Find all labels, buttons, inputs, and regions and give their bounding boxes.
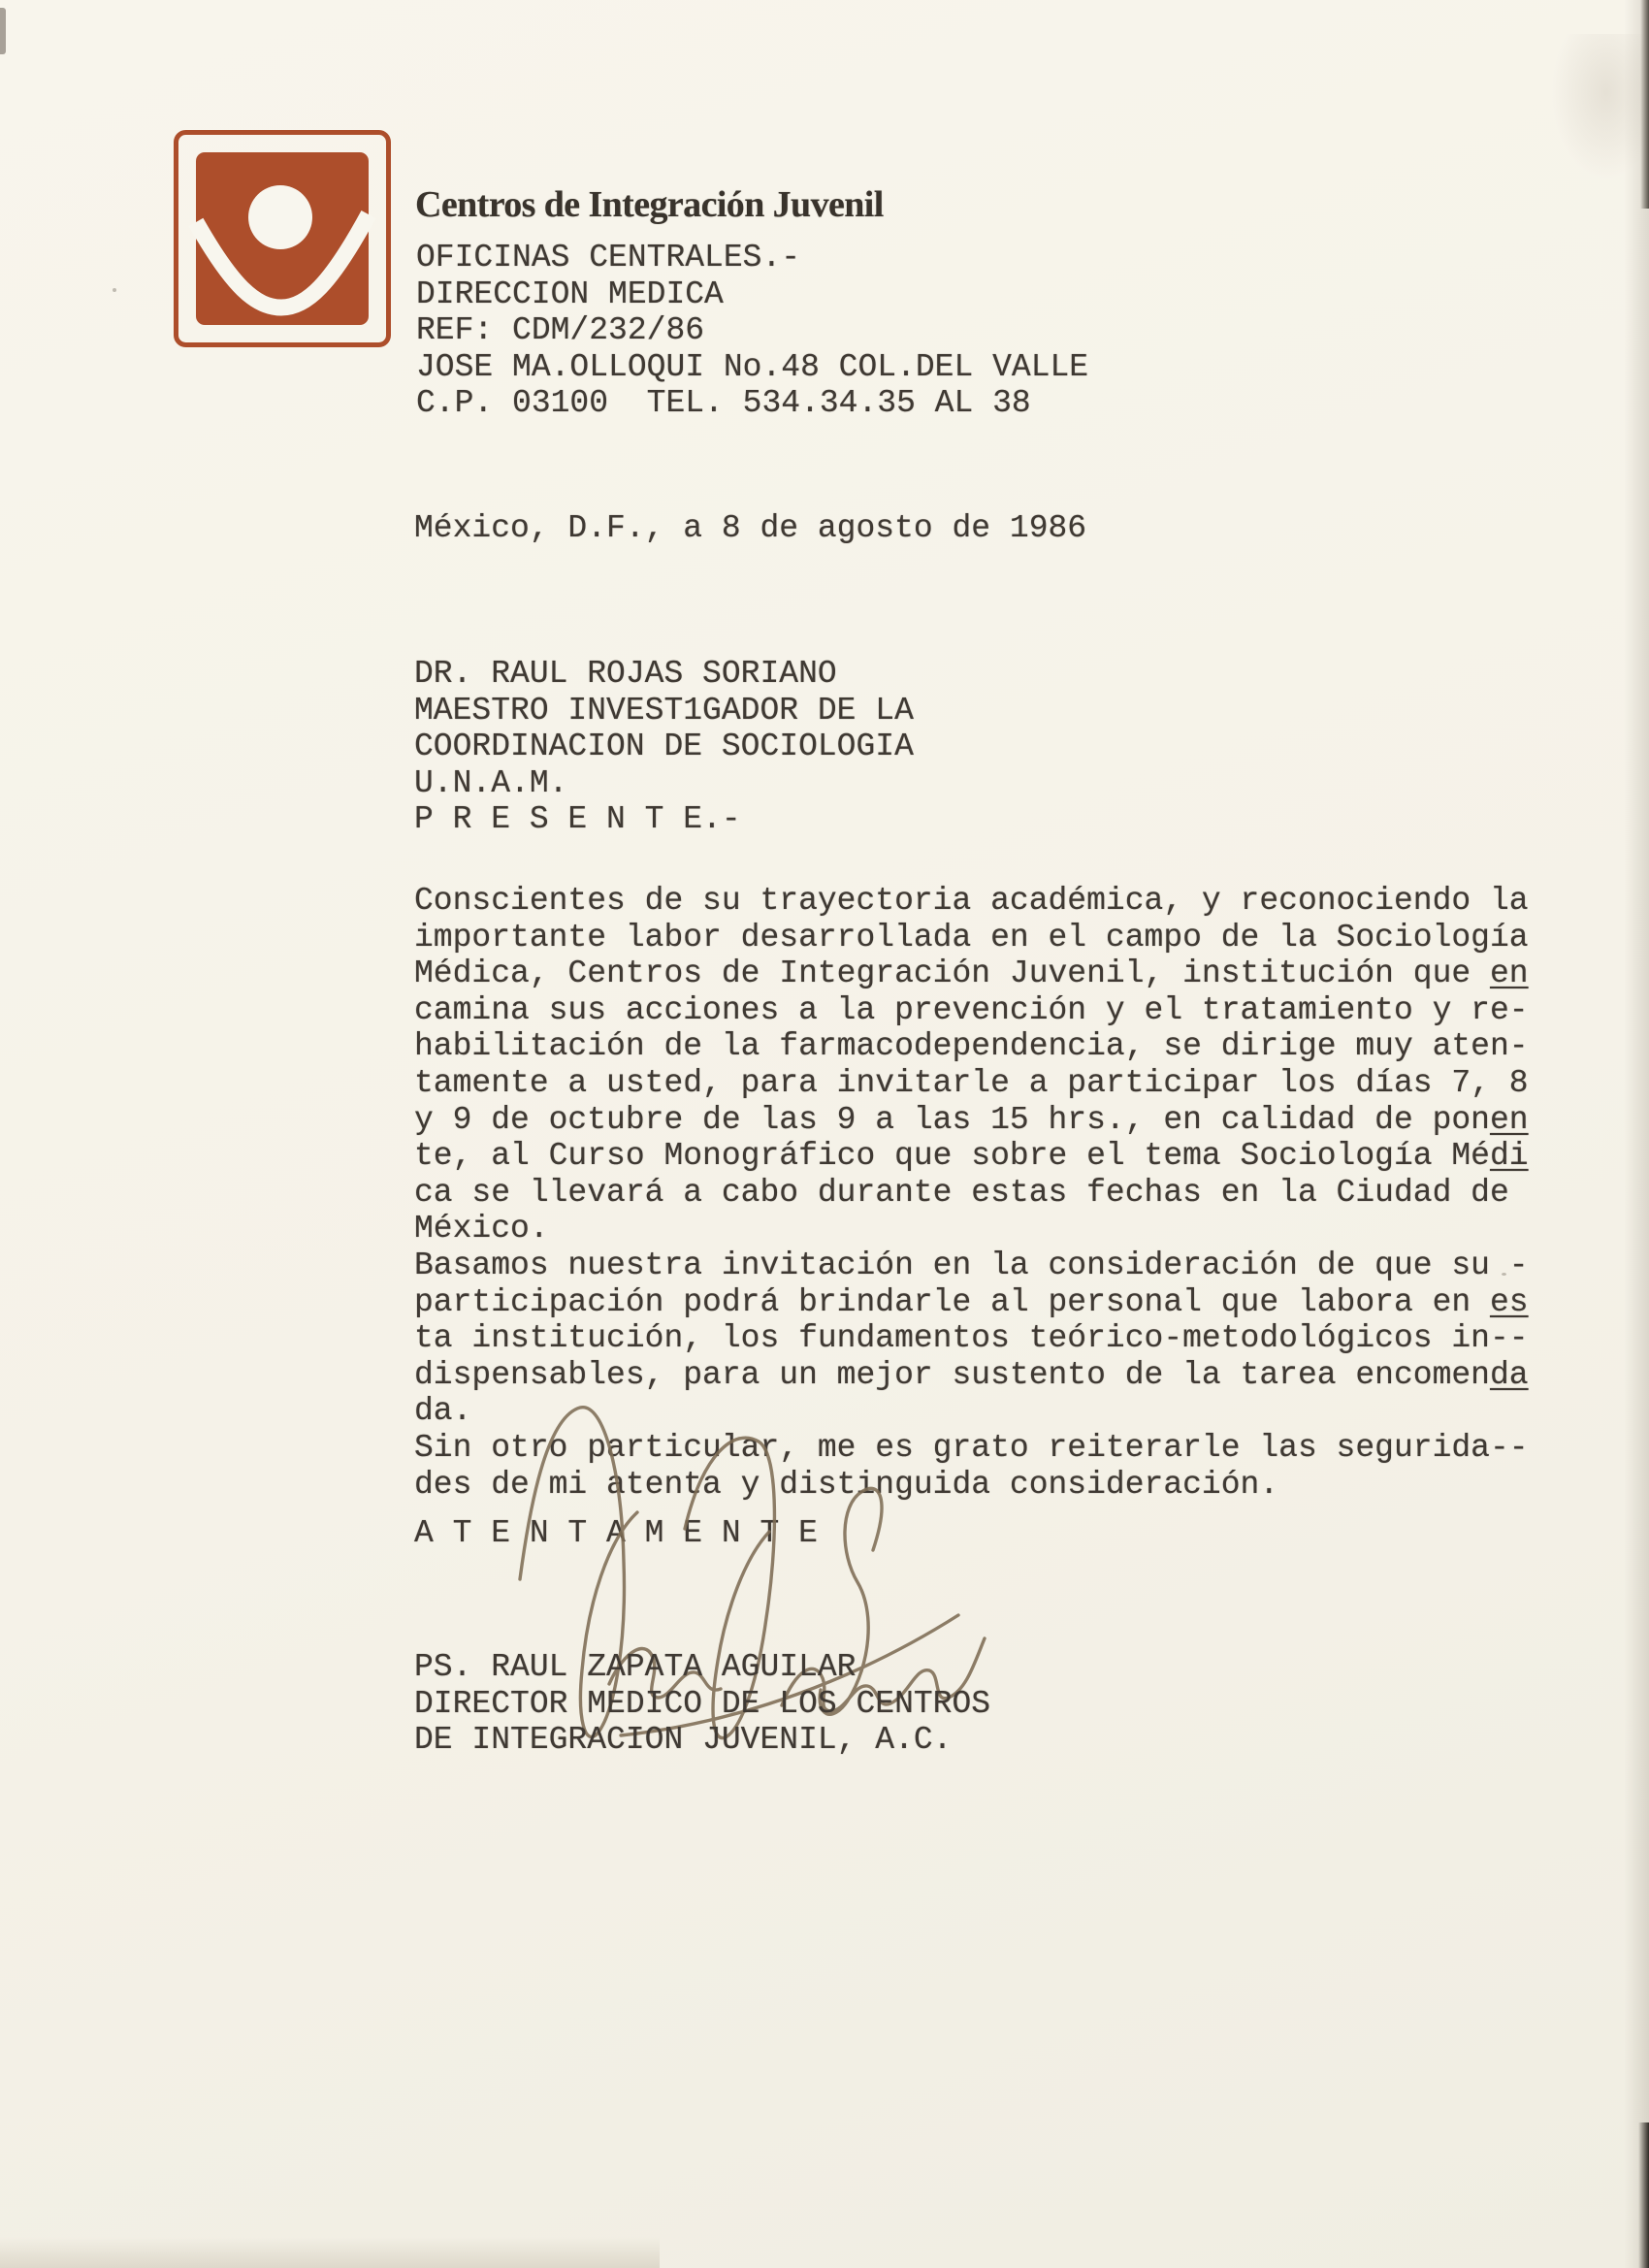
date-line: México, D.F., a 8 de agosto de 1986 [414,510,1087,546]
person-in-valley-icon [173,129,392,348]
paper-crease-top-right [1640,0,1649,209]
brand-title: Centros de Integración Juvenil [415,184,884,225]
bottom-edge-shadow [0,2237,660,2268]
closing-line: A T E N T A M E N T E [414,1515,818,1551]
recipient-block: DR. RAUL ROJAS SORIANO MAESTRO INVEST1GADOR DE LA COORDINACION DE SOCIOLOGIA U.N.A.M. P R E S E N T E.- [414,656,914,838]
paper-crumple-top-right [1551,34,1643,179]
letterhead-lines: OFICINAS CENTRALES.- DIRECCION MEDICA REF: CDM/232/86 JOSE MA.OLLOQUI No.48 COL.DEL VALLE C.P. 03100 TEL. 534.34.35 AL 38 [416,240,1089,422]
paper-shadow-right [1624,0,1649,2268]
corner-mark-top-left [0,8,6,54]
body-paragraph-3: Sin otro particular, me es grato reiterarle las segurida-- des de mi atenta y distinguida consideración. [414,1430,1529,1503]
paper-edge-right-bottom [1638,2122,1649,2268]
cij-logo [173,129,392,348]
paper-speck [113,288,116,292]
body-paragraph-2: Basamos nuestra invitación en la consideración de que su - participación podrá brindarle al personal que labora en es ta institución, los fundamentos teórico-metodológicos in-- dispensables, para un mejor sustento de la tarea encomenda da. [414,1247,1529,1430]
body-paragraph-1: Conscientes de su trayectoria académica, y reconociendo la importante labor desarrollada en el campo de la Sociología Médica, Centros de Integración Juvenil, institución que en camina sus acciones a la prevención y el tratamiento y re- habilitación de la farmacodependencia, se dirige muy aten- tamente a usted, para invitarle a participar los días 7, 8 y 9 de octubre de las 9 a las 15 hrs., en calidad de ponen te, al Curso Monográfico que sobre el tema Sociología Médi ca se llevará a cabo durante estas fechas en la Ciudad de México. [414,883,1529,1247]
signer-block: PS. RAUL ZAPATA AGUILAR DIRECTOR MEDICO DE LOS CENTROS DE INTEGRACION JUVENIL, A.C. [414,1649,991,1759]
